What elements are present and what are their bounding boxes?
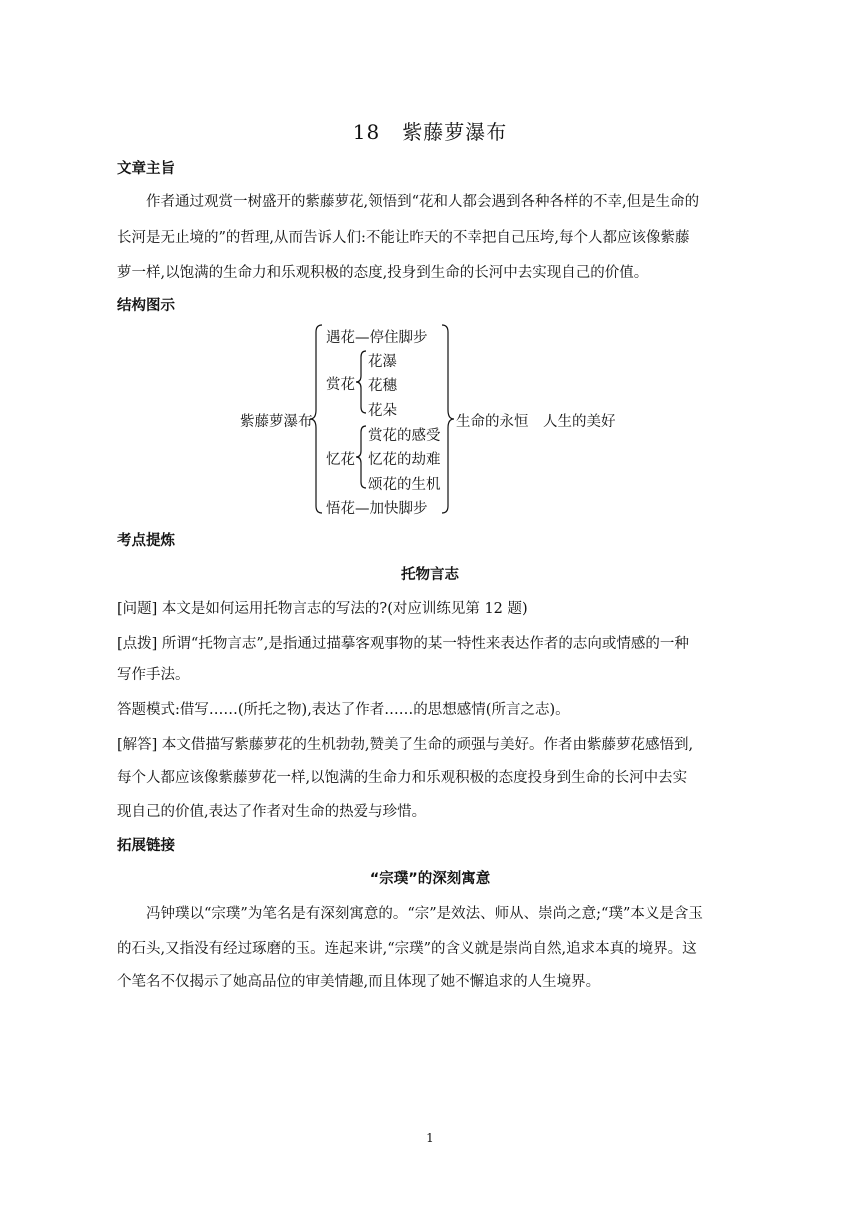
- diagram-item-insight: 悟花—加快脚步: [326, 501, 428, 517]
- diagram-root: 紫藤萝瀑布: [240, 414, 313, 430]
- points-line-4: 答题模式:借写……(所托之物),表达了作者……的思想感情(所言之志)。: [117, 702, 570, 718]
- theme-line-1: 作者通过观赏一树盛开的紫藤萝花,领悟到“花和人都会遇到各种各样的不幸,但是生命的: [146, 194, 700, 210]
- extension-subtitle: “宗璞”的深刻寓意: [369, 871, 491, 887]
- diagram-item-meet: 遇花—停住脚步: [326, 330, 428, 346]
- diagram-item-enjoy: 赏花: [326, 377, 355, 393]
- theme-line-3: 萝一样,以饱满的生命力和乐观积极的态度,投身到生命的长河中去实现自己的价值。: [117, 265, 649, 281]
- lesson-number: 18: [352, 120, 381, 144]
- diagram-item-recall: 忆花: [326, 452, 355, 468]
- points-line-3: 写作手法。: [117, 667, 190, 683]
- yihua-brace: [356, 426, 366, 488]
- diagram-item-waterfall: 花瀑: [368, 354, 397, 370]
- extension-line-1: 冯钟璞以“宗璞”为笔名是有深刻寓意的。“宗”是效法、师从、崇尚之意;“璞”本义是含玉: [146, 906, 703, 922]
- diagram-conclusion: 生命的永恒 人生的美好: [456, 414, 616, 430]
- page-number: 1: [426, 1131, 434, 1145]
- points-subtitle: 托物言志: [401, 567, 459, 583]
- points-line-2: [点拨] 所谓“托物言志”,是指通过描摹客观事物的某一特性来表达作者的志向或情感的一种: [117, 636, 689, 652]
- diagram-item-spike: 花穗: [368, 378, 397, 394]
- diagram-item-disaster: 忆花的劫难: [368, 452, 441, 468]
- section-heading-structure: 结构图示: [117, 298, 175, 314]
- diagram-item-vitality: 颂花的生机: [368, 477, 441, 493]
- extension-line-2: 的石头,又指没有经过琢磨的玉。连起来讲,“宗璞”的含义就是崇尚自然,追求本真的境界。这: [117, 941, 697, 957]
- theme-line-2: 长河是无止境的”的哲理,从而告诉人们:不能让昨天的不幸把自己压垮,每个人都应该像紫藤: [117, 230, 690, 246]
- section-heading-points: 考点提炼: [117, 533, 175, 549]
- extension-line-3: 个笔名不仅揭示了她高品位的审美情趣,而且体现了她不懈追求的人生境界。: [117, 974, 601, 990]
- section-heading-theme: 文章主旨: [117, 161, 175, 177]
- outer-right-brace: [442, 325, 454, 513]
- section-heading-extension: 拓展链接: [117, 838, 175, 854]
- shanghua-brace: [356, 351, 366, 413]
- lesson-title: 紫藤萝瀑布: [402, 120, 508, 144]
- points-line-7: 现自己的价值,表达了作者对生命的热爱与珍惜。: [117, 804, 427, 820]
- points-line-1: [问题] 本文是如何运用托物言志的写法的?(对应训练见第 12 题): [117, 601, 528, 617]
- points-line-5: [解答] 本文借描写紫藤萝花的生机勃勃,赞美了生命的顽强与美好。作者由紫藤萝花感悟到,: [117, 737, 694, 753]
- points-line-6: 每个人都应该像紫藤萝花一样,以饱满的生命力和乐观积极的态度投身到生命的长河中去实: [117, 770, 688, 786]
- diagram-item-flower: 花朵: [368, 403, 397, 419]
- diagram-item-feeling: 赏花的感受: [368, 428, 441, 444]
